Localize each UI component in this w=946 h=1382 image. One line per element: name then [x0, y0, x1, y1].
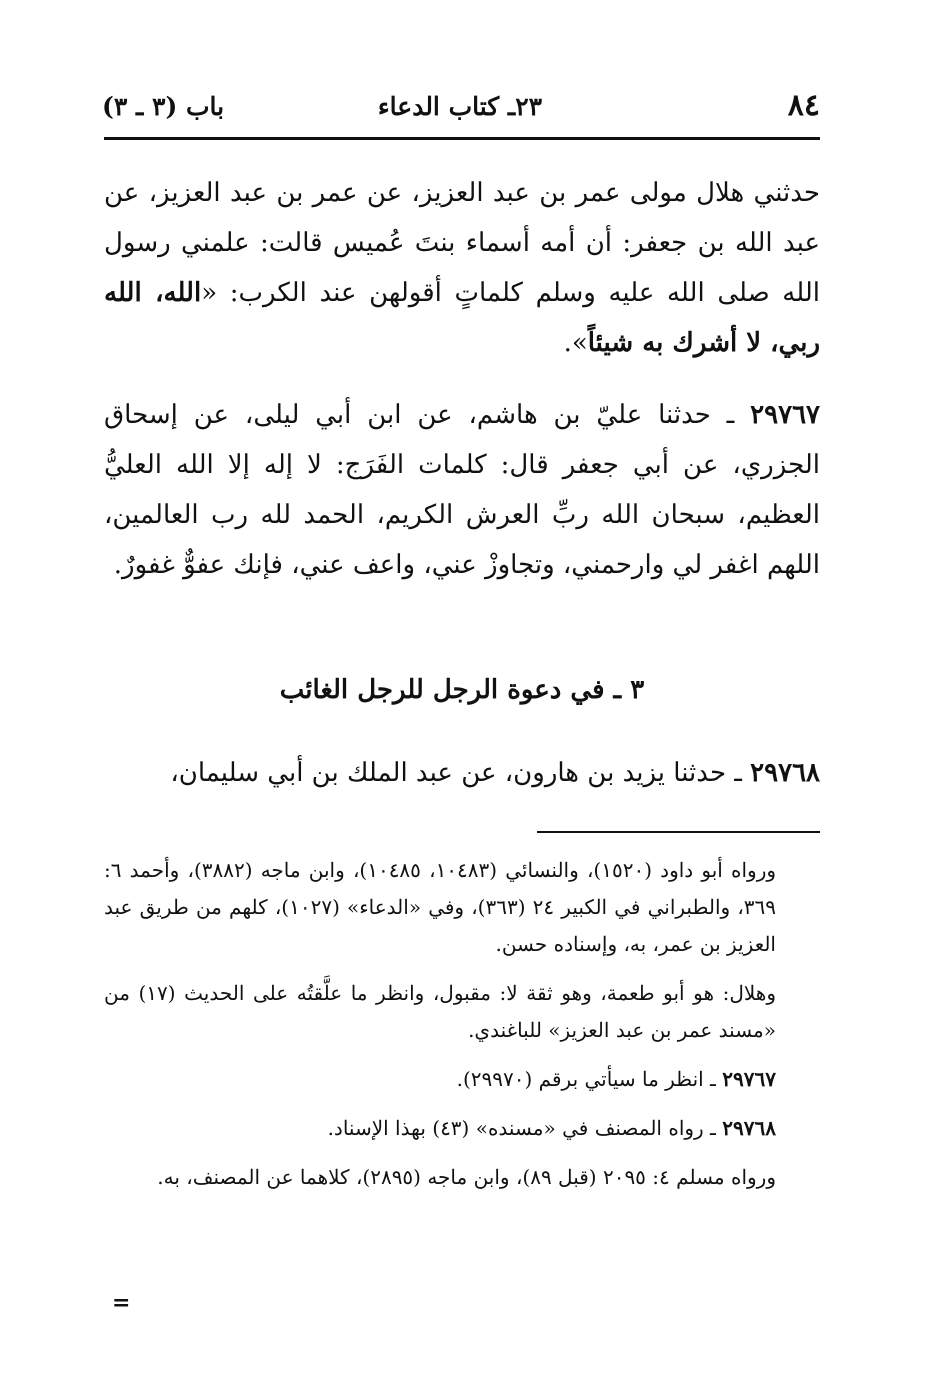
footnote-3	[104, 1061, 820, 1098]
paragraph-text-end: ».	[563, 328, 588, 358]
paragraph-text: حدثني هلال مولى عمر بن عبد العزيز، عن عمر بن عبد العزيز، عن عبد الله بن جعفر: أن أمه أسماء بنتَ عُميس قالت: علمني رسول الله صلى الله عليه وسلم كلماتٍ أقولهن عند الكرب: «	[104, 178, 820, 308]
footnote-text: ـ رواه المصنف في «مسنده» (٤٣) بهذا الإسناد.	[327, 1116, 723, 1140]
footnote-text: ـ انظر ما سيأتي برقم (٢٩٩٧٠).	[456, 1067, 723, 1091]
page-number: ٨٤	[787, 88, 820, 123]
footnote-5: ورواه مسلم ٤: ٢٠٩٥ (قبل ٨٩)، وابن ماجه (٢٨٩٥)، كلاهما عن المصنف، به.	[157, 1165, 776, 1189]
header-rule	[104, 137, 820, 140]
continuation-mark: =	[112, 1290, 131, 1316]
book-title: ٢٣ـ كتاب الدعاء	[377, 92, 543, 121]
footnote-1: ورواه أبو داود (١٥٢٠)، والنسائي (١٠٤٨٣، ١٠٤٨٥)، وابن ماجه (٣٨٨٢)، وأحمد ٦: ٣٦٩، والطبراني في الكبير ٢٤ (٣٦٣)، وفي «الدعاء» (١٠٢٧)، كلهم من طريق عبد العزيز بن عمر، به، وإسناده حسن.	[104, 858, 777, 956]
section-heading: ٣ ـ في دعوة الرجل للرجل الغائب	[279, 675, 645, 705]
footnote-4	[104, 1110, 820, 1147]
hadith-text: ـ حدثنا يزيد بن هارون، عن عبد الملك بن أبي سليمان،	[170, 758, 751, 788]
dua-text: الله، الله ربي، لا أشرك به شيئاً	[104, 278, 820, 358]
footnote-number: ٢٩٧٦٨	[722, 1116, 776, 1140]
page-header	[100, 88, 820, 128]
footnote-separator	[537, 831, 820, 833]
hadith-number: ٢٩٧٦٨	[750, 758, 820, 788]
footnote-2: وهلال: هو أبو طعمة، وهو ثقة لا: مقبول، وانظر ما علَّقتُه على الحديث (١٧) من «مسند عمر بن عبد العزيز» للباغندي.	[104, 981, 776, 1042]
hadith-29768	[104, 748, 820, 798]
hadith-29767	[104, 390, 820, 590]
chapter-label: باب (٣ ـ ٣)	[102, 92, 225, 121]
footnote-number: ٢٩٧٦٧	[722, 1067, 776, 1091]
hadith-text: ـ حدثنا عليّ بن هاشم، عن ابن أبي ليلى، عن إسحاق الجزري، عن أبي جعفر قال: كلمات الفَرَج: لا إله إلا الله العليُّ العظيم، سبحان الله ربِّ العرش الكريم، الحمد لله رب العالمين، اللهم اغفر لي وارحمني، وتجاوزْ عني، واعف عني، فإنك عفوٌّ غفورٌ.	[104, 400, 820, 580]
footnotes	[104, 852, 820, 1208]
paragraph-continuation	[104, 168, 820, 368]
hadith-number: ٢٩٧٦٧	[750, 400, 820, 430]
